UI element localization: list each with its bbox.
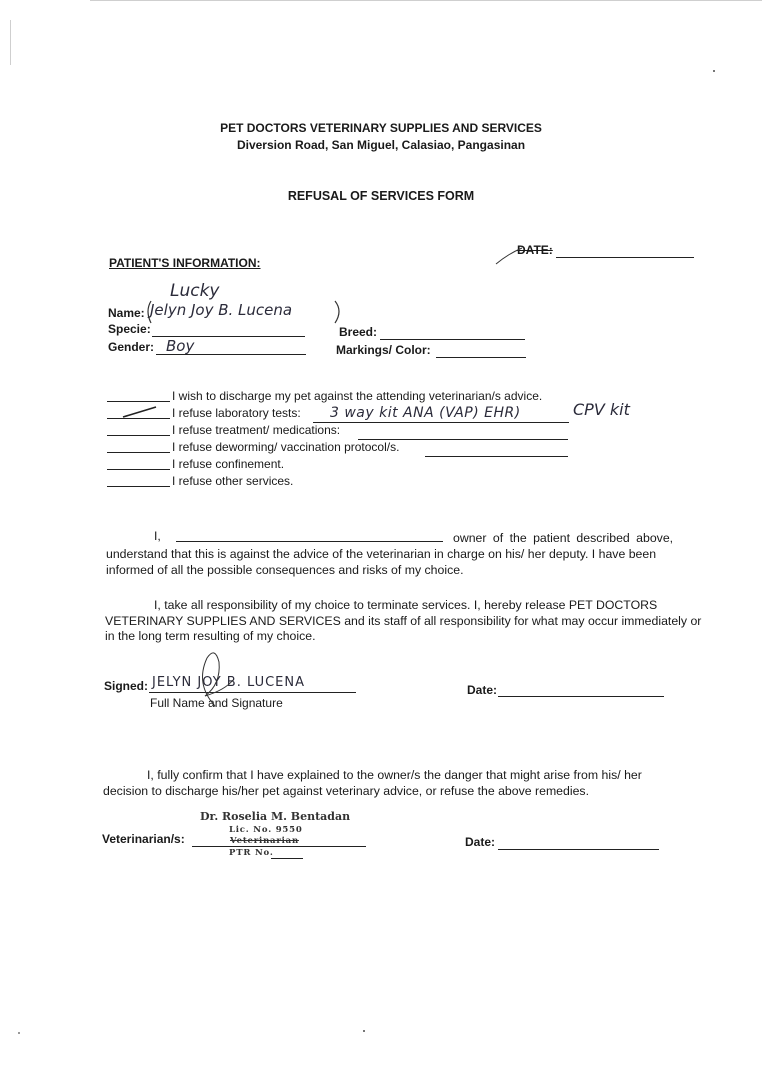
refusal-blank[interactable] — [107, 435, 170, 436]
scan-artifact — [10, 20, 11, 65]
check-mark-icon — [120, 404, 160, 420]
name-value[interactable]: Jelyn Joy B. Lucena — [150, 301, 293, 319]
name-extra-handwriting: Lucky — [170, 281, 220, 301]
pen-stroke-icon — [494, 244, 524, 266]
refusal-text: I refuse laboratory tests: — [172, 406, 301, 420]
org-address: Diversion Road, San Miguel, Calasiao, Pangasinan — [236, 138, 526, 152]
name-label: Name: — [108, 306, 145, 320]
gender-value: Boy — [166, 337, 195, 355]
owner-statement-line2: understand that this is against the advice of the veterinarian in charge on his/ her deputy. I have been — [106, 547, 657, 561]
owner-prefix: I, — [154, 529, 161, 543]
refusal-text: I refuse deworming/ vaccination protocol/s. — [172, 440, 400, 454]
scan-dot — [18, 1032, 20, 1034]
stamp-ptr-field — [271, 858, 303, 859]
refusal-text: I refuse confinement. — [172, 457, 285, 471]
refusal-text: I refuse treatment/ medications: — [172, 423, 341, 437]
signed-date-label: Date: — [467, 683, 498, 697]
breed-label: Breed: — [339, 325, 378, 339]
stamp-license: Lic. No. 9550 — [229, 825, 303, 835]
vet-signature-field[interactable] — [192, 846, 366, 847]
signed-value: JELYN JOY B. LUCENA — [152, 675, 305, 690]
specie-label: Specie: — [108, 322, 151, 336]
form-title: REFUSAL OF SERVICES FORM — [287, 189, 475, 203]
stamp-role: Veterinarian — [230, 836, 299, 846]
scan-artifact — [90, 0, 762, 1]
owner-statement-line3: informed of all the possible consequences and risks of my choice. — [106, 563, 464, 577]
owner-suffix: owner of the patient described above, — [453, 531, 674, 545]
breed-field[interactable] — [380, 339, 525, 340]
refusal-blank[interactable] — [107, 469, 170, 470]
responsibility-line3: in the long term resulting of my choice. — [105, 629, 316, 643]
vet-date-field[interactable] — [498, 849, 659, 850]
refusal-blank[interactable] — [107, 486, 170, 487]
gender-label: Gender: — [108, 340, 155, 354]
refusal-text: I refuse other services. — [172, 474, 294, 488]
markings-field[interactable] — [436, 357, 526, 358]
lab-tests-value: 3 way kit ANA (VAP) EHR) — [330, 405, 521, 421]
stamp-ptr: PTR No. — [229, 848, 274, 858]
scan-dot — [713, 70, 715, 72]
org-name: PET DOCTORS VETERINARY SUPPLIES AND SERVICES — [220, 121, 542, 135]
date-label: DATE: — [517, 243, 553, 257]
refusal-text: I wish to discharge my pet against the attending veterinarian/s advice. — [172, 389, 543, 403]
refusal-blank[interactable] — [107, 452, 170, 453]
vet-date-label: Date: — [465, 835, 496, 849]
signed-label: Signed: — [104, 679, 148, 693]
signed-date-field[interactable] — [498, 696, 664, 697]
scan-dot — [363, 1030, 365, 1032]
patient-section-label: PATIENT'S INFORMATION: — [109, 256, 261, 270]
lab-tests-extra: CPV kit — [573, 400, 630, 419]
deworming-field[interactable] — [425, 456, 568, 457]
date-field[interactable] — [556, 257, 694, 258]
responsibility-line1: I, take all responsibility of my choice to terminate services. I, hereby release PET DOCTORS — [154, 598, 658, 612]
refusal-blank[interactable] — [107, 401, 170, 402]
lab-tests-field[interactable] — [313, 422, 569, 423]
name-bracket-icon — [143, 297, 353, 327]
vet-statement-line1: I, fully confirm that I have explained to the owner/s the danger that might arise from his/ her — [147, 768, 642, 782]
owner-name-field[interactable] — [176, 541, 443, 542]
vet-label: Veterinarian/s: — [102, 832, 185, 846]
signature-field[interactable] — [149, 692, 356, 693]
markings-label: Markings/ Color: — [336, 343, 431, 357]
stamp-name: Dr. Roselia M. Bentadan — [200, 810, 351, 823]
signature-caption: Full Name and Signature — [150, 696, 283, 710]
responsibility-line2: VETERINARY SUPPLIES AND SERVICES and its staff of all responsibility for what may occur immediately or — [105, 614, 702, 628]
vet-statement-line2: decision to discharge his/her pet against veterinary advice, or refuse the above remedies. — [103, 784, 589, 798]
